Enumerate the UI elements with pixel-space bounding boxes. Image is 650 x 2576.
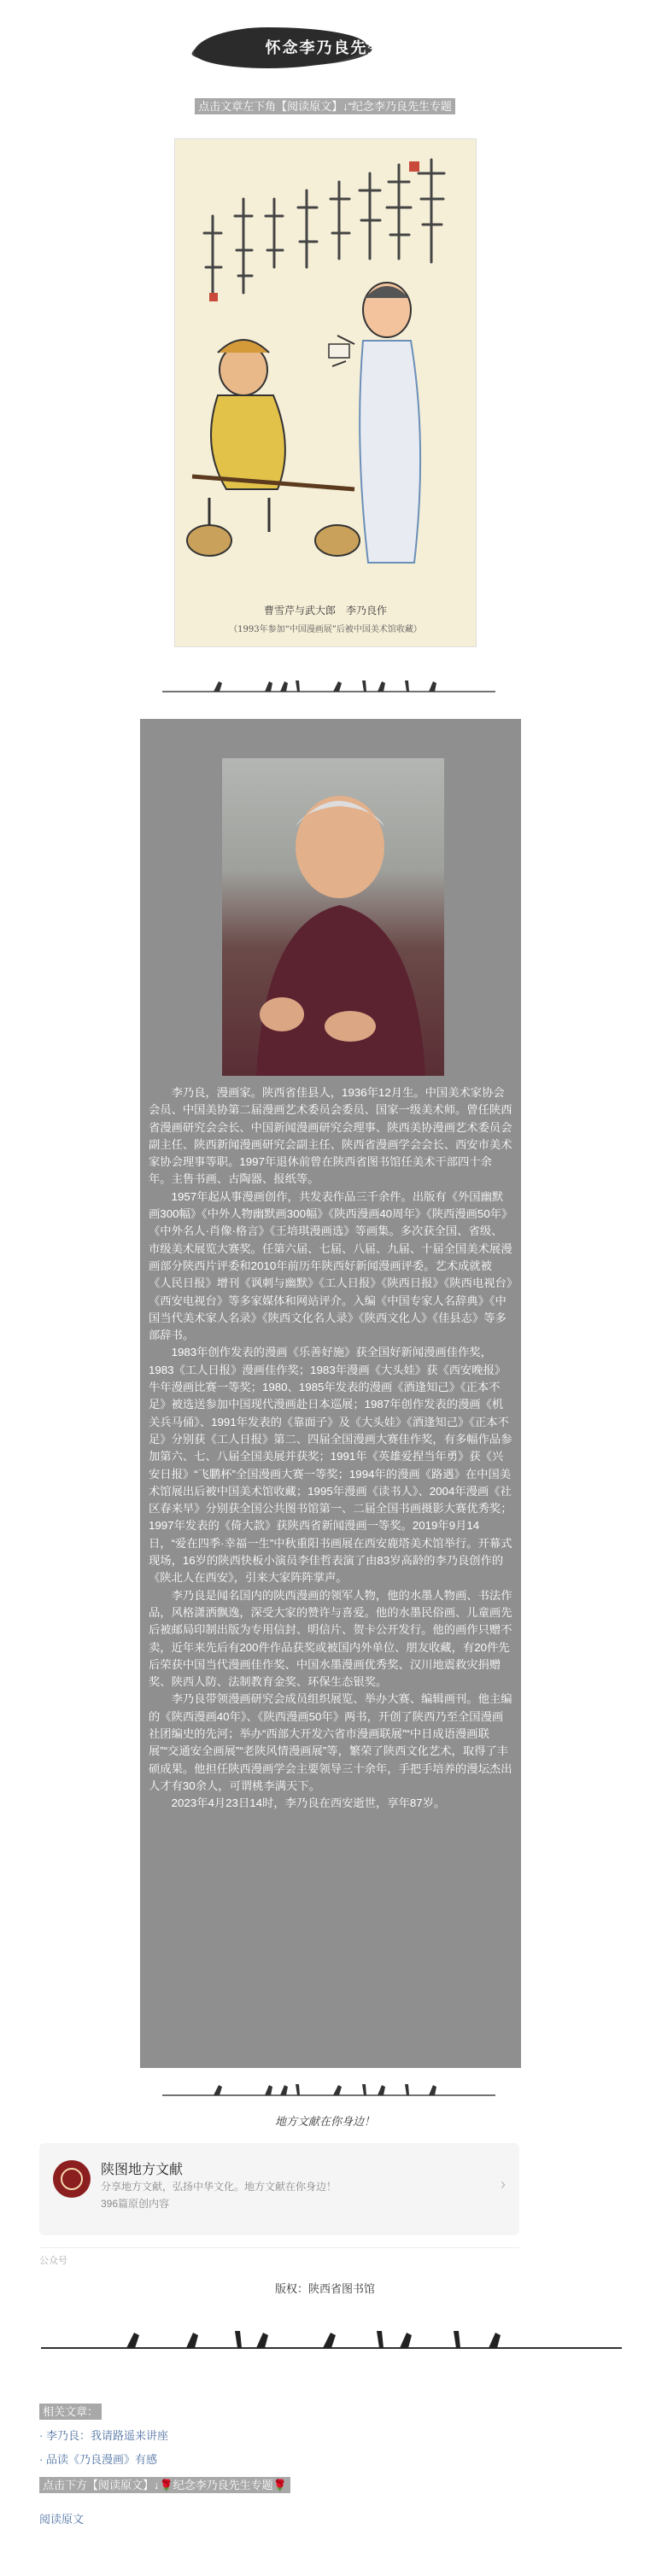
copyright-line: 版权：陕西省图书馆: [274, 2282, 375, 2295]
chevron-right-icon: ›: [501, 2176, 506, 2193]
bio-paragraph: 李乃良是闻名国内的陕西漫画的领军人物，他的水墨人物画、书法作品，风格潇洒飘逸，深受大家的赞许与喜爱。他的水墨民俗画、儿童画先后被邮局印制出版为专用信封、明信片、贺卡公开发行。他的画作只赠不卖，近年来先后有200件作品获奖或被国内外单位、朋友收藏，有20件先后荣获中国当代漫画佳作奖、中国水墨漫画优秀奖、汉川地震救灾捐赠奖、陕西人防、法制教育金奖、环保生态银奖。: [149, 1588, 512, 1689]
account-name: 陕图地方文献: [101, 2163, 184, 2177]
biography-panel: [140, 719, 521, 2068]
bio-paragraph: 2023年4月23日14时，李乃良在西安逝世，享年87岁。: [171, 1796, 446, 1810]
biography-text: [149, 1084, 512, 1812]
portrait-illustration: [222, 758, 444, 1076]
cartoon-artwork: [174, 138, 477, 647]
portrait-photo: [222, 758, 444, 1076]
title-banner: [0, 24, 650, 75]
read-original-link[interactable]: 阅读原文: [39, 2513, 85, 2526]
read-original-hint-top: 点击文章左下角【阅读原文】↓“纪念李乃良先生专题: [0, 97, 650, 114]
official-account-card[interactable]: [39, 2143, 519, 2235]
artwork-caption: 曹雪芹与武大郎 李乃良作: [263, 605, 387, 616]
account-description: 分享地方文献，弘扬中华文化。地方文献在你身边！: [101, 2181, 337, 2193]
cartoon-illustration: [175, 139, 476, 646]
birds-on-wire-divider: [162, 676, 495, 705]
article-count: 396篇原创内容: [101, 2198, 170, 2210]
bio-paragraph: 李乃良带领漫画研究会成员组织展览、举办大赛、编辑画刊。他主编的《陕西漫画40年》、《陕西漫画50年》两书，开创了陕西乃至全国漫画社团编史的先河；举办“西部大开发六省市漫画联展”“中日成语漫画联展”“交通安全画展”“老陕风情漫画展”等，繁荣了陕西文化艺术，取得了丰硕成果。他担任陕西漫画学会主要领导三十余年，手把手培养的漫坛杰出人才有30余人，可谓桃李满天下。: [149, 1692, 512, 1792]
bio-paragraph: 1957年起从事漫画创作，共发表作品三千余件。出版有《外国幽默画300幅》《中外人物幽默画300幅》《陕西漫画40周年》《陕西漫画50年》《中外名人·肖像·格言》《王培琪漫画选》等画集。多次获全国、省级、市级美术展览大赛奖。任第六届、七届、八届、九届、十届全国美术展漫画部分陕西片评委和2010年前历年陕西好新闻漫画评委。艺术成就被《人民日报》增刊《讽刺与幽默》《工人日报》《陕西日报》《陕西电视台》《西安电视台》等多家媒体和网站评介。入编《中国专家人名辞典》《中国当代美术家人名录》《陕西文化名人录》《陕西文化人》《佳县志》等多部辞书。: [149, 1189, 512, 1342]
card-footer-label: 公众号: [39, 2247, 519, 2267]
account-logo: [53, 2160, 91, 2198]
blessing-line: 地方文献在你身边！: [274, 2115, 375, 2128]
related-article-link[interactable]: · 品读《乃良漫画》有感: [39, 2453, 157, 2466]
bio-paragraph: 李乃良，漫画家。陕西省佳县人，1936年12月生。中国美术家协会会员、中国美协第二届漫画艺术委员会委员、国家一级美术师。曾任陕西省漫画研究会会长、中国新闻漫画研究会理事、陕西美协漫画艺术委员会副主任、陕西新闻漫画研究会副主任、陕西省漫画学会会长、西安市美术家协会理事等职。1997年退休前曾在陕西省图书馆任美术干部四十余年。主售书画、古陶器、报纸等。: [149, 1086, 512, 1186]
bio-paragraph: 1983年创作发表的漫画《乐善好施》获全国好新闻漫画佳作奖，1983《工人日报》漫画佳作奖；1983年漫画《大头娃》获《西安晚报》牛年漫画比赛一等奖；1980、1985年发表的漫画《酒逢知己》《正本不足》被选送参加中国现代漫画赴日本巡展；1987年创作发表的漫画《机关兵马俑》、1991年发表的《靠面子》及《大头娃》《酒逢知己》《正本不足》分别获《工人日报》第二、四届全国漫画大赛佳作奖，有多幅作品参加第六、七、八届全国美展并获奖；1991年《英雄爱捏当年勇》获《兴安日报》“飞鹏杯”全国漫画大赛一等奖；1994年的漫画《路遇》在中国美术馆展出后被中国美术馆收藏；1995年漫画《读书人》、2004年漫画《社区春来早》分别获全国公共图书馆第一、二届全国书画摄影大赛优秀奖；1997年发表的《倚大款》获陕西省新闻漫画一等奖。2019年9月14日，“爱在四季·幸福一生”中秋重阳书画展在西安鹿塔美术馆举行。开幕式现场，16岁的陕西快板小演员李佳哲表演了由83岁高龄的李乃良创作的《陕北人在西安》，引来大家阵阵掌声。: [149, 1346, 512, 1585]
red-seal: [409, 161, 419, 172]
birds-on-wire-divider: [41, 2324, 622, 2367]
page-title: 怀念李乃良先生: [265, 39, 385, 57]
artwork-note: （1993年参加“中国漫画展”后被中国美术馆收藏）: [229, 625, 422, 634]
birds-on-wire-divider: [162, 2080, 495, 2109]
read-original-hint-bottom: 点击下方【阅读原文】↓🌹纪念李乃良先生专题🌹: [39, 2476, 290, 2493]
related-articles-heading: 相关文章：: [39, 2403, 102, 2420]
related-article-link[interactable]: · 李乃良：我请路遥来讲座: [39, 2429, 168, 2442]
